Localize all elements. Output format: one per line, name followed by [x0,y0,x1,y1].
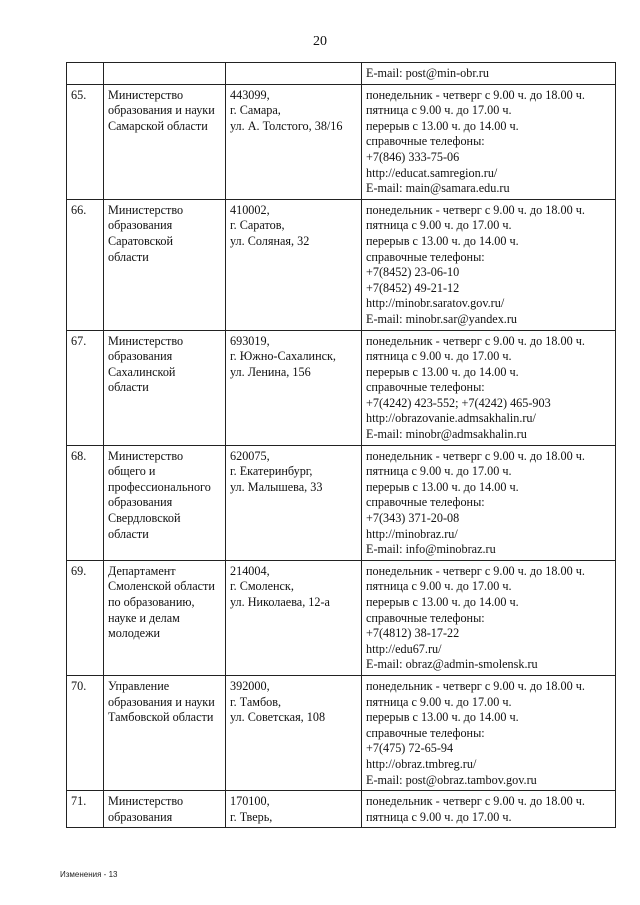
contact-info-cell [362,330,616,445]
contact-info-line: http://minobr.saratov.gov.ru/ [366,296,505,311]
contact-info-line: E-mail: info@minobraz.ru [366,542,496,557]
postal-address-line: г. Тамбов, [230,694,282,709]
contact-info-line: перерыв с 13.00 ч. до 14.00 ч. [366,364,519,379]
postal-address-cell [226,330,362,445]
postal-address-line: г. Екатеринбург, [230,464,313,479]
postal-address-cell [226,560,362,675]
contact-info-line: понедельник - четверг с 9.00 ч. до 18.00 ч. [366,202,585,217]
organization-name-line: Департамент [108,563,176,578]
contact-info-line: пятница с 9.00 ч. до 17.00 ч. [366,349,512,364]
contact-info-line: понедельник - четверг с 9.00 ч. до 18.00 ч. [366,333,585,348]
contact-info-line: http://obrazovanie.admsakhalin.ru/ [366,411,536,426]
organization-name-line: по образованию, [108,595,195,609]
organization-name-line: Саратовской [108,233,173,248]
contact-info-cell [362,84,616,199]
contact-info-line: справочные телефоны: [366,134,485,149]
table-row [67,560,616,675]
contact-info-cell [362,791,616,828]
contact-info-line: E-mail: minobr.sar@yandex.ru [366,311,518,326]
contact-info-line: понедельник - четверг с 9.00 ч. до 18.00 ч. [366,563,585,578]
organization-name-line: образования [108,218,173,233]
contact-info-line: перерыв с 13.00 ч. до 14.00 ч. [366,710,519,725]
table-row [67,199,616,330]
organization-name-cell [104,675,226,790]
organization-name-line: профессионального [108,479,211,494]
contact-info-line: пятница с 9.00 ч. до 17.00 ч. [366,218,512,233]
organization-name-line: общего и [108,464,156,479]
postal-address-line: ул. Малышева, 33 [230,479,323,494]
contact-info-line: перерыв с 13.00 ч. до 14.00 ч. [366,595,519,609]
postal-address-line: 443099, [230,87,270,102]
organization-name-cell [104,84,226,199]
contact-info-line: понедельник - четверг с 9.00 ч. до 18.00 ч. [366,448,585,463]
contact-info-line: +7(8452) 23-06-10 [366,265,460,280]
postal-address-line: ул. А. Толстого, 38/16 [230,118,343,133]
organization-name-line: Министерство [108,333,184,348]
organization-name-line: образования [108,495,173,510]
organization-name-line: Министерство [108,87,184,102]
contact-info-line: перерыв с 13.00 ч. до 14.00 ч. [366,233,519,248]
row-number: 70. [67,675,104,790]
postal-address-line: г. Тверь, [230,809,273,824]
postal-address-line: г. Саратов, [230,218,285,233]
organization-name-cell [104,791,226,828]
contact-info-line: +7(846) 333-75-06 [366,149,460,164]
organization-name-cell [104,445,226,560]
agency-table [66,62,616,828]
contact-info-line: http://educat.samregion.ru/ [366,165,498,180]
row-number: 69. [67,560,104,675]
organization-name-line: Министерство [108,448,184,463]
organization-name-line: образования и науки [108,103,215,118]
contact-info-line: +7(8452) 49-21-12 [366,280,460,295]
postal-address-line: 410002, [230,202,270,217]
postal-address-cell [226,63,362,85]
contact-info-line: справочные телефоны: [366,380,485,395]
contact-info-line: понедельник - четверг с 9.00 ч. до 18.00 ч. [366,87,585,102]
organization-name-line: Самарской области [108,118,208,133]
contact-info-line: http://edu67.ru/ [366,641,442,656]
page-number: 20 [313,34,327,49]
table-row [67,675,616,790]
row-number: 67. [67,330,104,445]
organization-name-cell [104,63,226,85]
contact-info-line: справочные телефоны: [366,610,485,625]
contact-info-line: перерыв с 13.00 ч. до 14.00 ч. [366,118,519,133]
contact-info-line: +7(343) 371-20-08 [366,511,460,526]
table-row [67,84,616,199]
contact-info-cell [362,199,616,330]
contact-info-cell [362,675,616,790]
postal-address-cell [226,445,362,560]
contact-info-line: пятница с 9.00 ч. до 17.00 ч. [366,464,512,479]
postal-address-line: 214004, [230,563,270,578]
organization-name-line: молодежи [108,626,161,641]
row-number [67,63,104,85]
postal-address-line: 693019, [230,333,270,348]
organization-name-line: Смоленской области [108,579,215,594]
organization-name-line: области [108,526,149,541]
postal-address-line: г. Южно-Сахалинск, [230,349,336,364]
postal-address-line: ул. Соляная, 32 [230,233,310,248]
contact-info-line: справочные телефоны: [366,725,485,740]
postal-address-line: 392000, [230,678,270,693]
contact-info-cell [362,560,616,675]
organization-name-line: области [108,249,149,264]
organization-name-line: Управление [108,678,170,693]
contact-info-cell [362,63,616,85]
contact-info-line: E-mail: post@min-obr.ru [366,66,489,80]
organization-name-line: Сахалинской [108,364,176,379]
contact-info-line: пятница с 9.00 ч. до 17.00 ч. [366,694,512,709]
contact-info-line: +7(4812) 38-17-22 [366,626,460,641]
postal-address-line: ул. Советская, 108 [230,710,326,725]
contact-info-cell [362,445,616,560]
contact-info-line: +7(475) 72-65-94 [366,741,454,756]
postal-address-line: г. Смоленск, [230,579,294,594]
table-row [67,791,616,828]
postal-address-cell [226,791,362,828]
postal-address-line: 170100, [230,794,270,809]
organization-name-cell [104,330,226,445]
agency-table-body [67,63,616,828]
row-number: 71. [67,791,104,828]
organization-name-line: области [108,380,149,395]
contact-info-line: пятница с 9.00 ч. до 17.00 ч. [366,103,512,118]
contact-info-line: справочные телефоны: [366,249,485,264]
organization-name-cell [104,560,226,675]
table-row [67,330,616,445]
contact-info-line: понедельник - четверг с 9.00 ч. до 18.00 ч. [366,794,585,809]
postal-address-line: 620075, [230,448,270,463]
row-number: 66. [67,199,104,330]
organization-name-line: Тамбовской области [108,710,214,725]
contact-info-line: пятница с 9.00 ч. до 17.00 ч. [366,579,512,594]
contact-info-line: справочные телефоны: [366,495,485,510]
postal-address-cell [226,675,362,790]
organization-name-line: образования и науки [108,694,215,709]
table-row [67,63,616,85]
organization-name-cell [104,199,226,330]
postal-address-line: ул. Николаева, 12-а [230,595,330,609]
organization-name-line: образования [108,809,173,824]
contact-info-line: E-mail: main@samara.edu.ru [366,181,510,196]
organization-name-line: образования [108,349,173,364]
contact-info-line: перерыв с 13.00 ч. до 14.00 ч. [366,479,519,494]
contact-info-line: пятница с 9.00 ч. до 17.00 ч. [366,809,512,824]
contact-info-line: E-mail: post@obraz.tambov.gov.ru [366,772,537,787]
organization-name-line: науке и делам [108,610,180,625]
contact-info-line: понедельник - четверг с 9.00 ч. до 18.00 ч. [366,678,585,693]
contact-info-line: E-mail: minobr@admsakhalin.ru [366,427,527,442]
contact-info-line: E-mail: obraz@admin-smolensk.ru [366,657,538,672]
postal-address-line: г. Самара, [230,103,281,118]
postal-address-cell [226,84,362,199]
contact-info-line: +7(4242) 423-552; +7(4242) 465-903 [366,395,551,410]
organization-name-line: Свердловской [108,511,181,526]
postal-address-line: ул. Ленина, 156 [230,364,311,379]
organization-name-line: Министерство [108,794,184,809]
table-row [67,445,616,560]
contact-info-line: http://minobraz.ru/ [366,526,458,541]
row-number: 65. [67,84,104,199]
postal-address-cell [226,199,362,330]
contact-info-line: http://obraz.tmbreg.ru/ [366,756,477,771]
footer-note: Изменения - 13 [60,870,118,879]
row-number: 68. [67,445,104,560]
organization-name-line: Министерство [108,202,184,217]
